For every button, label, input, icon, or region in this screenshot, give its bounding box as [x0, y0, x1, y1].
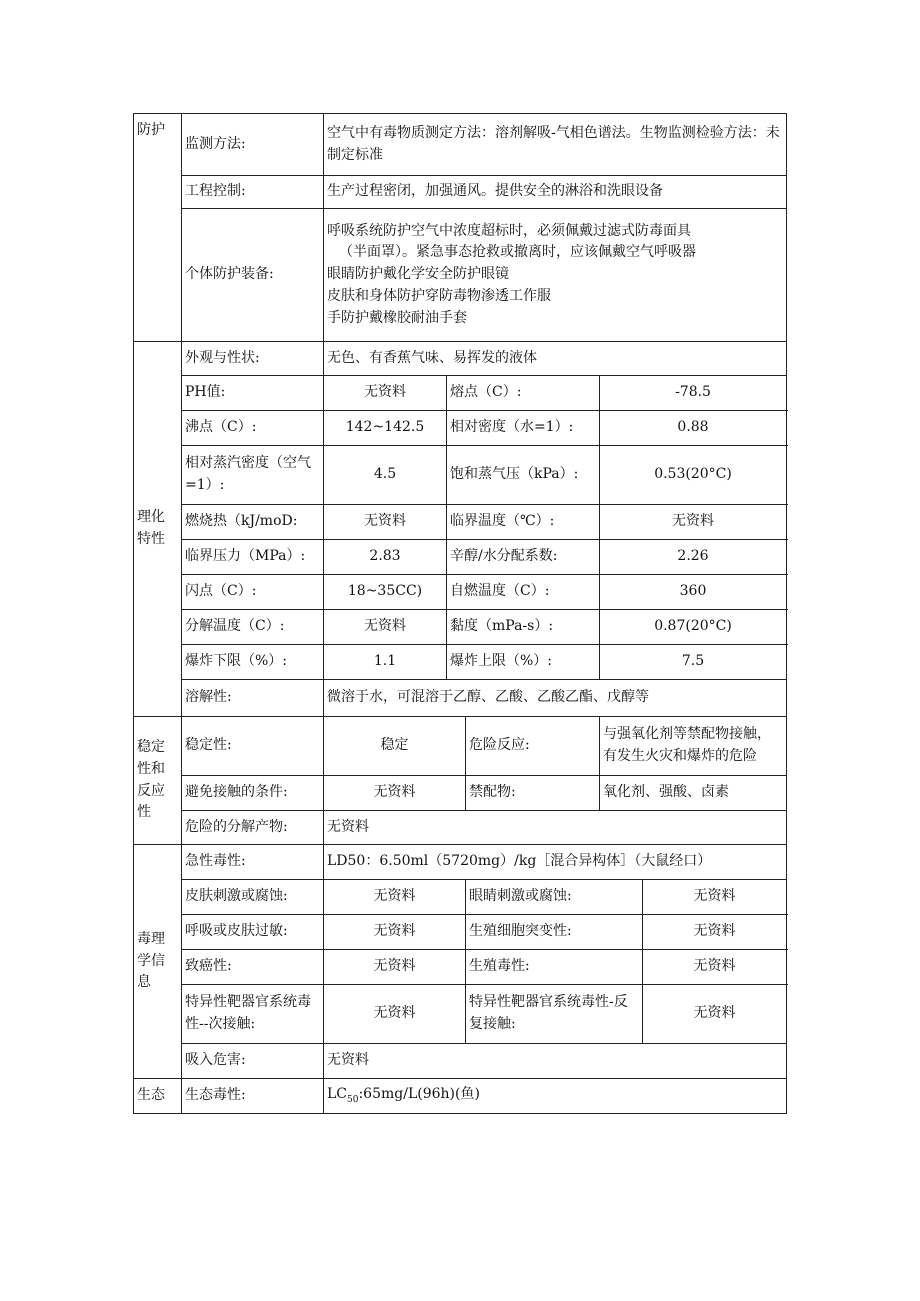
ppe-line: 呼吸系统防护空气中浓度超标时，必须佩戴过滤式防毒面具: [327, 222, 691, 239]
section-toxicology: 毒理学信息: [134, 845, 182, 1079]
prop-value: -78.5: [600, 376, 787, 411]
tox-label: 致癌性:: [182, 950, 324, 985]
tox-label: 特异性靶器官系统毒性--次接触:: [182, 985, 324, 1044]
prop-label: 黏度（mPa-s）:: [447, 610, 600, 645]
ppe-line: 皮肤和身体防护穿防毒物渗透工作服: [327, 287, 551, 304]
tox-value: 无资料: [324, 985, 466, 1044]
prop-label: 辛醇/水分配系数:: [447, 540, 600, 575]
ppe-line: 手防护戴橡胶耐油手套: [327, 309, 467, 326]
prop-value: 无资料: [324, 505, 447, 540]
tox-value: 无资料: [324, 915, 466, 950]
prop-value: 2.83: [324, 540, 447, 575]
ecotox-sub: 50: [347, 1094, 359, 1105]
prop-label: 相对蒸汽密度（空气=1）:: [182, 446, 324, 505]
stability-value: 稳定: [324, 717, 466, 776]
prop-label: 闪点（C）:: [182, 575, 324, 610]
tox-value: 无资料: [643, 950, 787, 985]
aspiration-value: 无资料: [324, 1044, 787, 1079]
aspiration-label: 吸入危害:: [182, 1044, 324, 1079]
tox-label: 皮肤刺激或腐蚀:: [182, 880, 324, 915]
prop-label: 燃烧热（kJ/moD:: [182, 505, 324, 540]
incompatible-label: 禁配物:: [466, 776, 600, 811]
ppe-line: 眼睛防护戴化学安全防护眼镜: [327, 266, 509, 283]
prop-value: 2.26: [600, 540, 787, 575]
avoid-value: 无资料: [324, 776, 466, 811]
sds-table: [133, 113, 787, 1114]
prop-value: 18~35CC): [324, 575, 447, 610]
ppe-line: （半面罩）。紧急事态抢救或撤离时，应该佩戴空气呼吸器: [339, 244, 696, 261]
prop-value: 0.88: [600, 411, 787, 446]
tox-label: 生殖毒性:: [466, 950, 643, 985]
tox-label: 眼睛刺激或腐蚀:: [466, 880, 643, 915]
prop-label: 爆炸上限（%）:: [447, 645, 600, 680]
monitoring-value: 空气中有毒物质测定方法：溶剂解吸-气相色谱法。生物监测检验方法：未制定标准: [324, 114, 787, 176]
engineering-label: 工程控制:: [182, 176, 324, 209]
monitoring-label: 监测方法:: [182, 114, 324, 176]
prop-value: 4.5: [324, 446, 447, 505]
prop-label: 饱和蒸气压（kPa）:: [447, 446, 600, 505]
prop-label: 自燃温度（C）:: [447, 575, 600, 610]
incompatible-value: 氧化剂、强酸、卤素: [600, 776, 787, 811]
ppe-value: [324, 209, 787, 342]
prop-value: 360: [600, 575, 787, 610]
decomposition-label: 危险的分解产物:: [182, 811, 324, 845]
acute-tox-value: LD50：6.50ml（5720mg）/kg［混合异构体］（大鼠经口）: [324, 845, 787, 880]
ecotox-prefix: LC: [327, 1086, 348, 1103]
prop-value: 无资料: [324, 610, 447, 645]
engineering-value: 生产过程密闭，加强通风。提供安全的淋浴和洗眼设备: [324, 176, 787, 209]
ecotox-value: [324, 1079, 787, 1114]
stability-label: 稳定性:: [182, 717, 324, 776]
acute-tox-label: 急性毒性:: [182, 845, 324, 880]
sds-table-sheet: [133, 113, 786, 1114]
solubility-label: 溶解性:: [182, 680, 324, 717]
prop-value: 1.1: [324, 645, 447, 680]
prop-value: 0.53(20°C): [600, 446, 787, 505]
appearance-label: 外观与性状:: [182, 342, 324, 376]
section-ecology: 生态: [134, 1079, 182, 1114]
ecotox-suffix: :65mg/L(96h)(鱼): [358, 1086, 480, 1103]
prop-value: 142~142.5: [324, 411, 447, 446]
prop-label: 相对密度（水=1）:: [447, 411, 600, 446]
prop-label: 分解温度（C）:: [182, 610, 324, 645]
tox-value: 无资料: [324, 880, 466, 915]
prop-value: 无资料: [324, 376, 447, 411]
dangerous-reaction-value: 与强氧化剂等禁配物接触，有发生火灾和爆炸的危险: [600, 717, 787, 776]
section-protection: 防护: [134, 114, 182, 342]
ecotox-label: 生态毒性:: [182, 1079, 324, 1114]
prop-value: 7.5: [600, 645, 787, 680]
tox-value: 无资料: [324, 950, 466, 985]
section-stability: 稳定性和反应性: [134, 717, 182, 845]
tox-label: 呼吸或皮肤过敏:: [182, 915, 324, 950]
prop-label: 熔点（C）:: [447, 376, 600, 411]
prop-label: 爆炸下限（%）:: [182, 645, 324, 680]
prop-label: 临界温度（℃）:: [447, 505, 600, 540]
tox-value: 无资料: [643, 915, 787, 950]
section-physchem: 理化特性: [134, 342, 182, 717]
tox-value: 无资料: [643, 880, 787, 915]
dangerous-reaction-label: 危险反应:: [466, 717, 600, 776]
avoid-label: 避免接触的条件:: [182, 776, 324, 811]
prop-label: PH值:: [182, 376, 324, 411]
tox-label: 生殖细胞突变性:: [466, 915, 643, 950]
tox-label: 特异性靶器官系统毒性-反复接触:: [466, 985, 643, 1044]
prop-label: 临界压力（MPa）:: [182, 540, 324, 575]
appearance-value: 无色、有香蕉气味、易挥发的液体: [324, 342, 787, 376]
decomposition-value: 无资料: [324, 811, 787, 845]
prop-value: 0.87(20°C): [600, 610, 787, 645]
ppe-label: 个体防护装备:: [182, 209, 324, 342]
tox-value: 无资料: [643, 985, 787, 1044]
prop-label: 沸点（C）:: [182, 411, 324, 446]
prop-value: 无资料: [600, 505, 787, 540]
solubility-value: 微溶于水，可混溶于乙醇、乙酸、乙酸乙酯、戊醇等: [324, 680, 787, 717]
